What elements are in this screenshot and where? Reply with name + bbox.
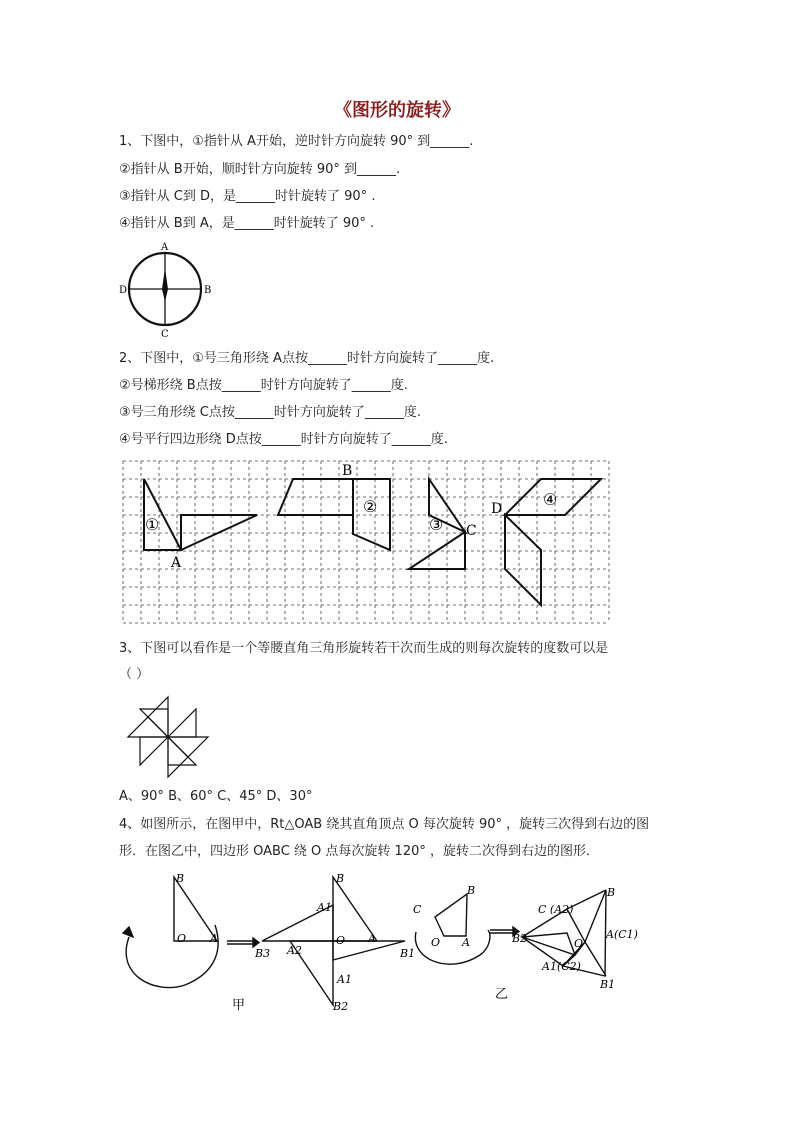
q3-line-1: 3、下图可以看作是一个等腰直角三角形旋转若干次而生成的则每次旋转的度数可以是: [119, 641, 609, 656]
parallelogram-4-rotated: [505, 515, 541, 605]
jia-label-b3: B3: [255, 947, 271, 960]
dial-label-d: D: [119, 285, 128, 296]
yi-label-c-a2: C (A2): [538, 903, 574, 916]
point-label-b: B: [342, 463, 353, 479]
dial-label-a: A: [161, 242, 169, 253]
shape-label-4: ④: [543, 490, 558, 509]
yi-label-c: C: [413, 903, 422, 916]
q1-line-2: ②指针从 B开始，顺时针方向旋转 90° 到______.: [119, 162, 401, 177]
q1-line-3: ③指针从 C到 D，是______时针旋转了 90° .: [119, 189, 376, 204]
jia-label-a: A: [210, 932, 218, 945]
q2-line-1: 2、下图中，①号三角形绕 A点按______时针方向旋转了______度.: [119, 351, 495, 366]
page-title: 《图形的旋转》: [334, 100, 460, 121]
jia-label-a-right: A: [368, 932, 376, 945]
yi-label-o: O: [431, 936, 441, 949]
q2-line-2: ②号梯形绕 B点按______时针方向旋转了______度.: [119, 378, 408, 393]
shape-label-1: ①: [145, 515, 160, 534]
jia-label-a2: A2: [287, 944, 302, 957]
rotation-grid-figure: [115, 455, 627, 631]
jia-label-a1: A1: [317, 901, 332, 914]
q4-line-1: 4、如图所示，在图甲中，Rt△OAB 绕其直角顶点 O 每次旋转 90° ，旋转三次得到右边的图: [119, 817, 650, 832]
q3-options: A、90° B、60° C、45° D、30°: [119, 789, 313, 804]
yi-label-o-right: O: [574, 937, 584, 950]
clock-dial-figure: [115, 238, 225, 346]
point-label-a: A: [171, 555, 182, 571]
q2-line-3: ③号三角形绕 C点按______时针方向旋转了______度.: [119, 405, 421, 420]
yi-label-a: A: [462, 936, 470, 949]
pinwheel-figure: [118, 692, 218, 786]
figure-jia: [115, 865, 425, 1029]
jia-label-a1-lower: A1: [337, 973, 352, 986]
yi-label-b1: B1: [600, 978, 616, 991]
yi-label-b2: B2: [512, 932, 528, 945]
jia-rotation-arrow: [126, 925, 218, 988]
yi-original-quadrilateral: [435, 894, 467, 936]
figure-yi: [400, 880, 640, 1014]
q1-line-4: ④指针从 B到 A，是______时针旋转了 90° .: [119, 216, 375, 231]
pointer-needle: [162, 268, 168, 302]
yi-label-a-c1: A(C1): [606, 928, 638, 941]
dial-label-c: C: [161, 329, 169, 340]
jia-label-b1: B1: [400, 947, 416, 960]
jia-caption: 甲: [232, 998, 246, 1013]
jia-label-b: B: [176, 872, 185, 885]
dial-label-b: B: [204, 285, 212, 296]
jia-label-b2: B2: [333, 1000, 349, 1013]
jia-label-o-right: O: [336, 934, 346, 947]
point-label-d: D: [491, 501, 503, 517]
q2-line-4: ④号平行四边形绕 D点按______时针方向旋转了______度.: [119, 432, 448, 447]
yi-caption: 乙: [495, 987, 509, 1002]
shape-label-3: ③: [429, 515, 444, 534]
q1-line-1: 1、下图中，①指针从 A开始，逆时针方向旋转 90° 到______.: [119, 134, 474, 149]
point-label-c: C: [466, 523, 477, 539]
jia-label-o: O: [177, 932, 187, 945]
jia-label-b-right: B: [336, 872, 345, 885]
q4-line-2: 形．在图乙中，四边形 OABC 绕 O 点每次旋转 120° ，旋转二次得到右边的图形．: [119, 844, 600, 859]
yi-rotation-arrow: [415, 930, 490, 964]
yi-label-b-right: B: [607, 886, 616, 899]
q3-line-2: （ ）: [119, 667, 150, 682]
triangle-1-rotated: [181, 515, 257, 550]
shape-label-2: ②: [363, 497, 378, 516]
triangle-3-rotated: [409, 532, 465, 569]
yi-label-a1-c2: A1(C2): [542, 960, 581, 973]
yi-label-b: B: [467, 884, 476, 897]
pinwheel-triangles: [128, 697, 208, 777]
